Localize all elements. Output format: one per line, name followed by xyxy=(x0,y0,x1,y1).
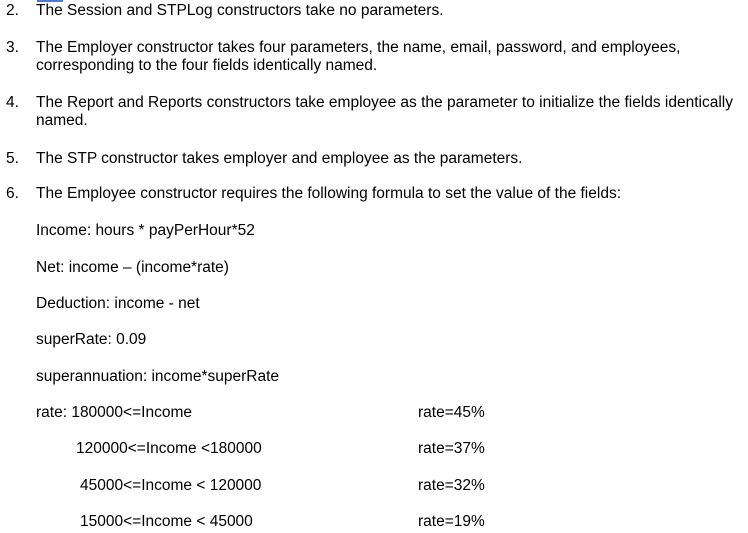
rate-value: rate=37% xyxy=(418,440,485,457)
formula-super-rate: superRate: 0.09 xyxy=(36,331,147,348)
item-text: The Employer constructor takes four parameters, the name, email, password, and employees, corresponding to the four fields identically named. xyxy=(36,39,681,74)
item-text: The STP constructor takes employer and employee as the parameters. xyxy=(36,150,523,167)
rate-value: rate=32% xyxy=(418,477,485,494)
formula-income: Income: hours * payPerHour*52 xyxy=(36,222,255,239)
item-number: 6. xyxy=(6,185,19,202)
rate-range: 15000<=Income < 45000 xyxy=(80,513,253,530)
formula-superannuation: superannuation: income*superRate xyxy=(36,368,279,385)
rate-range: 120000<=Income <180000 xyxy=(76,440,262,457)
item-text: The Report and Reports constructors take employee as the parameter to initialize the fields identically named. xyxy=(36,94,733,129)
rate-value: rate=19% xyxy=(418,513,485,530)
rate-value: rate=45% xyxy=(418,404,485,421)
item-number: 5. xyxy=(6,150,19,167)
item-text: The Employee constructor requires the following formula to set the value of the fields: xyxy=(36,185,621,202)
rate-range: rate: 180000<=Income xyxy=(36,404,192,421)
item-number: 2. xyxy=(6,2,19,19)
formula-deduction: Deduction: income - net xyxy=(36,295,200,312)
formula-net: Net: income – (income*rate) xyxy=(36,259,229,276)
item-number: 3. xyxy=(6,39,19,56)
item-text: The Session and STPLog constructors take no parameters. xyxy=(36,2,444,19)
rate-range: 45000<=Income < 120000 xyxy=(80,477,262,494)
item-number: 4. xyxy=(6,94,19,111)
